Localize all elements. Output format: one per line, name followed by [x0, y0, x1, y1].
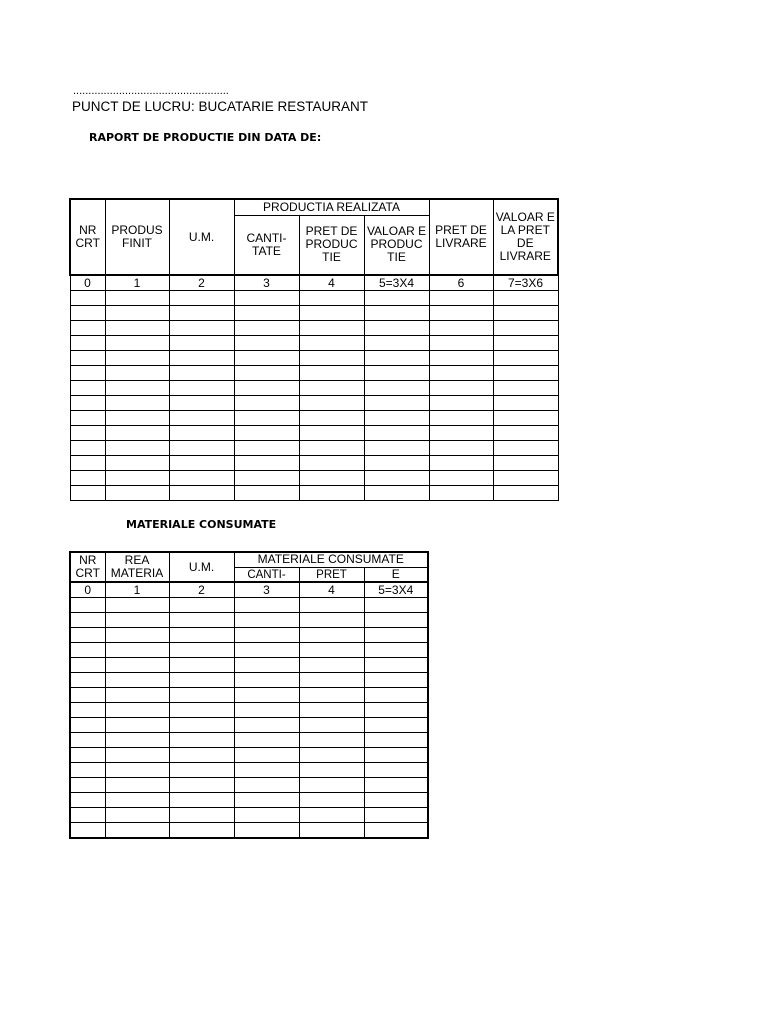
col-header-pret-unitar: PRET	[316, 569, 347, 580]
table-cell[interactable]	[234, 351, 299, 366]
table-cell[interactable]	[234, 703, 299, 718]
table-cell[interactable]	[493, 426, 558, 441]
table-cell[interactable]	[70, 426, 105, 441]
table-row	[70, 733, 428, 748]
table-cell[interactable]	[364, 441, 429, 456]
table-cell[interactable]	[299, 351, 364, 366]
table-cell[interactable]	[364, 306, 429, 321]
table-cell[interactable]	[105, 703, 169, 718]
table-row	[70, 778, 428, 793]
table-cell[interactable]	[70, 643, 105, 658]
col-header-pret-livrare: PRET DE LIVRARE	[429, 199, 493, 275]
table-cell[interactable]	[364, 426, 429, 441]
table-cell[interactable]	[299, 598, 364, 613]
table-cell[interactable]	[364, 366, 429, 381]
table-cell[interactable]	[299, 471, 364, 486]
index-cell: 7=3X6	[493, 275, 558, 291]
table-cell[interactable]	[299, 456, 364, 471]
table-cell[interactable]	[105, 628, 169, 643]
table-cell[interactable]	[234, 411, 299, 426]
index-cell: 4	[299, 275, 364, 291]
index-cell: 6	[429, 275, 493, 291]
table-row	[70, 598, 428, 613]
table-cell[interactable]	[364, 778, 428, 793]
table-cell[interactable]	[234, 291, 299, 306]
table-cell[interactable]	[105, 598, 169, 613]
table-cell[interactable]	[299, 703, 364, 718]
report-title: RAPORT DE PRODUCTIE DIN DATA DE:	[89, 131, 322, 144]
table-cell[interactable]	[105, 456, 169, 471]
table-cell[interactable]	[429, 456, 493, 471]
table-cell[interactable]	[299, 673, 364, 688]
table-row	[70, 823, 428, 839]
table-cell[interactable]	[364, 411, 429, 426]
table-cell[interactable]	[234, 471, 299, 486]
table-row	[70, 643, 428, 658]
table-cell[interactable]	[493, 411, 558, 426]
table-cell[interactable]	[493, 396, 558, 411]
col-header-pret-productie: PRET DE PRODUC TIE	[299, 215, 364, 275]
table-cell[interactable]	[105, 366, 169, 381]
table-row	[70, 396, 558, 411]
table-cell[interactable]	[169, 411, 234, 426]
table-cell[interactable]	[234, 763, 299, 778]
table-cell[interactable]	[364, 748, 428, 763]
table-cell[interactable]	[70, 456, 105, 471]
table-cell[interactable]	[169, 808, 234, 823]
table-cell[interactable]	[299, 441, 364, 456]
table-cell[interactable]	[364, 733, 428, 748]
table-cell[interactable]	[364, 688, 428, 703]
table-cell[interactable]	[169, 306, 234, 321]
index-cell: 0	[70, 275, 105, 291]
col-header-um: U.M.	[169, 552, 234, 582]
dotted-line: ...................................................	[73, 85, 229, 97]
table-cell[interactable]	[234, 306, 299, 321]
table-cell[interactable]	[105, 291, 169, 306]
table-cell[interactable]	[70, 808, 105, 823]
table-cell[interactable]	[234, 456, 299, 471]
table-cell[interactable]	[234, 643, 299, 658]
table-cell[interactable]	[364, 718, 428, 733]
table-cell[interactable]	[105, 778, 169, 793]
table-row	[70, 366, 558, 381]
table-cell[interactable]	[493, 486, 558, 501]
table-cell[interactable]	[105, 808, 169, 823]
table-cell[interactable]	[105, 733, 169, 748]
table-cell[interactable]	[493, 471, 558, 486]
table-cell[interactable]	[70, 763, 105, 778]
col-header-um: U.M.	[169, 199, 234, 275]
table-cell[interactable]	[299, 321, 364, 336]
table-cell[interactable]	[169, 643, 234, 658]
index-cell: 0	[70, 582, 105, 598]
table-cell[interactable]	[70, 336, 105, 351]
table-cell[interactable]	[234, 748, 299, 763]
table-cell[interactable]	[169, 441, 234, 456]
table-cell[interactable]	[105, 306, 169, 321]
table-cell[interactable]	[105, 718, 169, 733]
table-cell[interactable]	[299, 793, 364, 808]
table-cell[interactable]	[105, 321, 169, 336]
table-cell[interactable]	[429, 471, 493, 486]
table-cell[interactable]	[169, 291, 234, 306]
table-cell[interactable]	[169, 456, 234, 471]
table-cell[interactable]	[234, 381, 299, 396]
table-cell[interactable]	[234, 486, 299, 501]
materials-table	[69, 551, 429, 839]
col-header-cantitate: CANTI- TATE	[234, 215, 299, 275]
table-cell[interactable]	[234, 793, 299, 808]
table-cell[interactable]	[299, 748, 364, 763]
table-cell[interactable]	[299, 733, 364, 748]
table-cell[interactable]	[105, 381, 169, 396]
table-cell[interactable]	[234, 441, 299, 456]
table-row	[70, 381, 558, 396]
table-cell[interactable]	[169, 733, 234, 748]
table-cell[interactable]	[364, 673, 428, 688]
table-cell[interactable]	[234, 366, 299, 381]
table-row	[70, 793, 428, 808]
table-cell[interactable]	[169, 718, 234, 733]
table-cell[interactable]	[70, 733, 105, 748]
table-row	[70, 748, 428, 763]
table-cell[interactable]	[70, 306, 105, 321]
table-cell[interactable]	[299, 628, 364, 643]
table-cell[interactable]	[364, 628, 428, 643]
table-cell[interactable]	[299, 306, 364, 321]
table-cell[interactable]	[429, 381, 493, 396]
table-cell[interactable]	[70, 628, 105, 643]
table-cell[interactable]	[364, 351, 429, 366]
table-cell[interactable]	[70, 673, 105, 688]
table-row	[70, 411, 558, 426]
table-cell[interactable]	[429, 396, 493, 411]
table-cell[interactable]	[105, 351, 169, 366]
table-cell[interactable]	[299, 396, 364, 411]
table-cell[interactable]	[234, 628, 299, 643]
table-cell[interactable]	[299, 613, 364, 628]
materials-table-body	[70, 598, 428, 839]
table-row	[70, 808, 428, 823]
table-cell[interactable]	[169, 381, 234, 396]
table-cell[interactable]	[70, 351, 105, 366]
table-cell[interactable]	[105, 613, 169, 628]
table-cell[interactable]	[364, 643, 428, 658]
table-row	[70, 426, 558, 441]
table-cell[interactable]	[169, 336, 234, 351]
table-cell[interactable]	[493, 366, 558, 381]
table-cell[interactable]	[105, 793, 169, 808]
table-cell[interactable]	[299, 336, 364, 351]
table-cell[interactable]	[493, 441, 558, 456]
table-cell[interactable]	[364, 456, 429, 471]
table-cell[interactable]	[364, 793, 428, 808]
table-cell[interactable]	[169, 793, 234, 808]
table-row	[70, 628, 428, 643]
table-cell[interactable]	[234, 613, 299, 628]
production-table-body	[70, 291, 558, 501]
table-row	[70, 351, 558, 366]
table-row	[70, 306, 558, 321]
table-cell[interactable]	[364, 703, 428, 718]
table-cell[interactable]	[169, 628, 234, 643]
table-row	[70, 456, 558, 471]
table-cell[interactable]	[429, 426, 493, 441]
table-cell[interactable]	[169, 471, 234, 486]
table-row	[70, 763, 428, 778]
materials-section-title: MATERIALE CONSUMATE	[126, 518, 277, 531]
index-cell: 2	[169, 275, 234, 291]
table-cell[interactable]	[234, 673, 299, 688]
table-cell[interactable]	[105, 763, 169, 778]
table-cell[interactable]	[105, 673, 169, 688]
table-cell[interactable]	[105, 411, 169, 426]
table-cell[interactable]	[299, 643, 364, 658]
table-cell[interactable]	[364, 321, 429, 336]
table-cell[interactable]	[105, 688, 169, 703]
table-cell[interactable]	[169, 366, 234, 381]
table-cell[interactable]	[299, 778, 364, 793]
table-cell[interactable]	[70, 291, 105, 306]
table-row	[70, 673, 428, 688]
table-cell[interactable]	[493, 336, 558, 351]
table-cell[interactable]	[234, 396, 299, 411]
col-header-nr-crt: NR CRT	[70, 199, 105, 275]
table-cell[interactable]	[493, 351, 558, 366]
table-cell[interactable]	[299, 823, 364, 839]
table-cell[interactable]	[493, 456, 558, 471]
table-cell[interactable]	[169, 823, 234, 839]
table-cell[interactable]	[105, 748, 169, 763]
index-cell: 3	[234, 582, 299, 598]
table-cell[interactable]	[70, 658, 105, 673]
index-cell: 3	[234, 275, 299, 291]
index-cell: 5=3X4	[364, 275, 429, 291]
table-cell[interactable]	[299, 486, 364, 501]
table-cell[interactable]	[169, 658, 234, 673]
table-cell[interactable]	[105, 643, 169, 658]
table-cell[interactable]	[299, 381, 364, 396]
table-cell[interactable]	[364, 763, 428, 778]
table-cell[interactable]	[105, 658, 169, 673]
table-cell[interactable]	[299, 291, 364, 306]
table-cell[interactable]	[364, 808, 428, 823]
table-cell[interactable]	[364, 291, 429, 306]
table-cell[interactable]	[364, 823, 428, 839]
table-cell[interactable]	[234, 426, 299, 441]
index-cell: 5=3X4	[364, 582, 428, 598]
table-cell[interactable]	[234, 321, 299, 336]
table-cell[interactable]	[299, 718, 364, 733]
table-cell[interactable]	[169, 426, 234, 441]
table-row	[70, 321, 558, 336]
col-header-produs-finit: PRODUS FINIT	[105, 199, 169, 275]
table-cell[interactable]	[429, 411, 493, 426]
table-cell[interactable]	[429, 336, 493, 351]
table-cell[interactable]	[169, 321, 234, 336]
index-cell: 1	[105, 582, 169, 598]
table-cell[interactable]	[70, 748, 105, 763]
table-cell[interactable]	[70, 366, 105, 381]
table-cell[interactable]	[234, 778, 299, 793]
table-cell[interactable]	[70, 381, 105, 396]
table-cell[interactable]	[429, 486, 493, 501]
table-cell[interactable]	[429, 351, 493, 366]
table-cell[interactable]	[299, 808, 364, 823]
col-header-materia: REA MATERIA	[105, 552, 169, 582]
col-header-valoare: E	[364, 567, 428, 582]
table-cell[interactable]	[234, 808, 299, 823]
table-cell[interactable]	[429, 366, 493, 381]
table-cell[interactable]	[364, 486, 429, 501]
table-cell[interactable]	[493, 291, 558, 306]
table-cell[interactable]	[493, 321, 558, 336]
table-cell[interactable]	[429, 441, 493, 456]
table-cell[interactable]	[169, 598, 234, 613]
table-cell[interactable]	[299, 688, 364, 703]
table-cell[interactable]	[169, 673, 234, 688]
work-unit-label: PUNCT DE LUCRU: BUCATARIE RESTAURANT	[72, 99, 369, 114]
table-cell[interactable]	[70, 441, 105, 456]
table-row	[70, 658, 428, 673]
table-cell[interactable]	[105, 441, 169, 456]
table-row	[70, 471, 558, 486]
table-cell[interactable]	[169, 763, 234, 778]
table-row	[70, 486, 558, 501]
table-cell[interactable]	[299, 366, 364, 381]
table-cell[interactable]	[105, 396, 169, 411]
table-cell[interactable]	[234, 598, 299, 613]
index-cell: 2	[169, 582, 234, 598]
table-cell[interactable]	[70, 718, 105, 733]
table-cell[interactable]	[364, 396, 429, 411]
table-row	[70, 613, 428, 628]
table-cell[interactable]	[70, 471, 105, 486]
table-cell[interactable]	[105, 486, 169, 501]
table-cell[interactable]	[70, 613, 105, 628]
table-cell[interactable]	[105, 426, 169, 441]
table-cell[interactable]	[234, 823, 299, 839]
table-cell[interactable]	[234, 733, 299, 748]
table-cell[interactable]	[70, 703, 105, 718]
table-row	[70, 336, 558, 351]
col-header-valoare-productie: VALOAR E PRODUC TIE	[364, 215, 429, 275]
table-cell[interactable]	[70, 396, 105, 411]
table-cell[interactable]	[105, 336, 169, 351]
table-cell[interactable]	[169, 703, 234, 718]
table-cell[interactable]	[234, 658, 299, 673]
table-cell[interactable]	[364, 613, 428, 628]
table-cell[interactable]	[169, 486, 234, 501]
group-header-productia-realizata: PRODUCTIA REALIZATA	[234, 199, 429, 215]
col-header-nr-crt: NR CRT	[70, 552, 105, 582]
table-cell[interactable]	[299, 763, 364, 778]
table-cell[interactable]	[169, 748, 234, 763]
table-cell[interactable]	[70, 778, 105, 793]
table-cell[interactable]	[234, 336, 299, 351]
table-cell[interactable]	[493, 306, 558, 321]
table-cell[interactable]	[169, 688, 234, 703]
table-cell[interactable]	[70, 793, 105, 808]
table-cell[interactable]	[70, 823, 105, 839]
table-row	[70, 441, 558, 456]
table-cell[interactable]	[364, 658, 428, 673]
table-cell[interactable]	[70, 688, 105, 703]
table-cell[interactable]	[429, 321, 493, 336]
table-row	[70, 688, 428, 703]
index-cell: 1	[105, 275, 169, 291]
table-cell[interactable]	[429, 306, 493, 321]
table-cell[interactable]	[70, 321, 105, 336]
table-cell[interactable]	[364, 381, 429, 396]
table-cell[interactable]	[70, 598, 105, 613]
table-cell[interactable]	[169, 778, 234, 793]
table-row	[70, 291, 558, 306]
table-cell[interactable]	[299, 411, 364, 426]
table-cell[interactable]	[364, 336, 429, 351]
table-cell[interactable]	[169, 396, 234, 411]
table-cell[interactable]	[493, 381, 558, 396]
table-cell[interactable]	[299, 658, 364, 673]
table-cell[interactable]	[70, 486, 105, 501]
table-row	[70, 718, 428, 733]
table-row	[70, 703, 428, 718]
table-cell[interactable]	[105, 823, 169, 839]
table-cell[interactable]	[364, 471, 429, 486]
table-cell[interactable]	[234, 688, 299, 703]
table-cell[interactable]	[364, 598, 428, 613]
table-cell[interactable]	[234, 718, 299, 733]
col-header-valoare-livrare: VALOAR E LA PRET DE LIVRARE	[493, 199, 558, 275]
table-cell[interactable]	[169, 351, 234, 366]
index-cell: 4	[299, 582, 364, 598]
table-cell[interactable]	[169, 613, 234, 628]
table-cell[interactable]	[105, 471, 169, 486]
col-header-cantitate: CANTI-	[247, 569, 286, 580]
group-header-materiale-consumate: MATERIALE CONSUMATE	[234, 552, 428, 567]
table-cell[interactable]	[429, 291, 493, 306]
table-cell[interactable]	[70, 411, 105, 426]
table-cell[interactable]	[299, 426, 364, 441]
production-table	[69, 198, 559, 501]
